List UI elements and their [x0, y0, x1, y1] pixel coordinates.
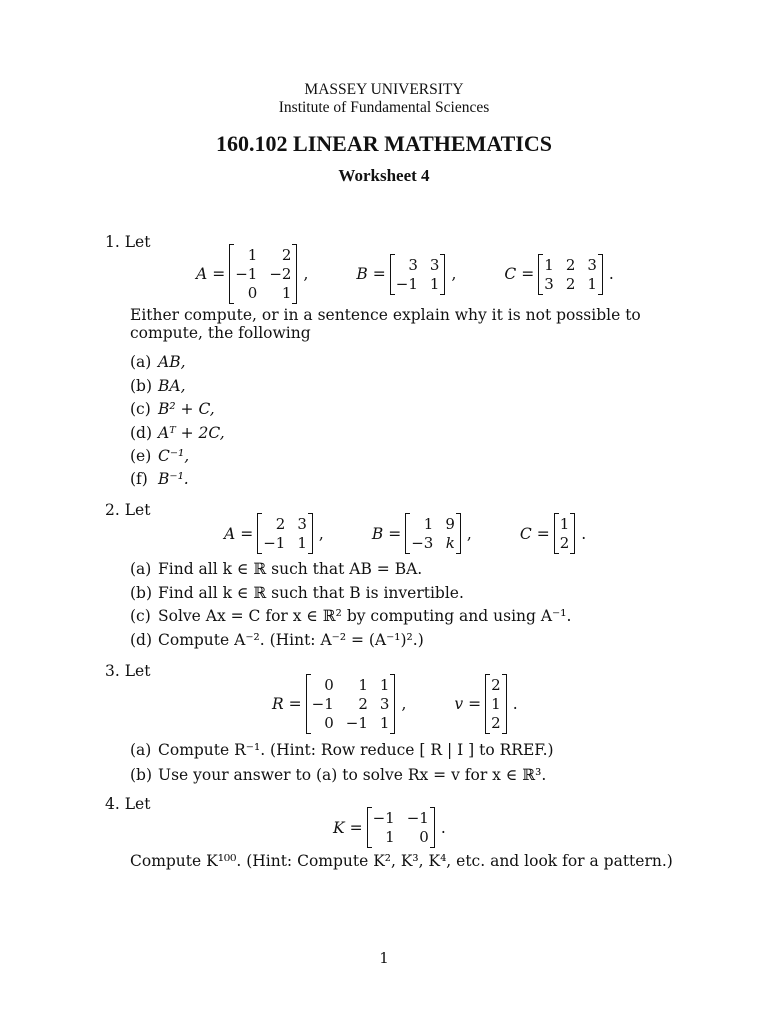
question-3-matrices: R = 0 1 1 −1 2 3 0 −1 1 , v = 2 1 2 . [272, 676, 518, 732]
question-intro-text: Let [124, 795, 151, 813]
university-name: MASSEY UNIVERSITY [304, 81, 464, 98]
course-title: 160.102 LINEAR MATHEMATICS [216, 131, 552, 156]
part-label: (f) [130, 470, 148, 488]
matrix-name: A [224, 524, 236, 543]
matrix-cell: 1 [385, 828, 395, 846]
part-label: (e) [130, 447, 152, 465]
matrix-r [306, 674, 396, 734]
matrix-cell: −1 [406, 809, 429, 827]
question-intro-text: Let [124, 501, 151, 519]
matrix-cell: 1 [429, 274, 440, 293]
matrix-name: R [272, 695, 284, 713]
part-text: C⁻¹, [158, 447, 190, 465]
part-text: Compute R⁻¹. (Hint: Row reduce [ R | I ] to RREF.) [158, 741, 554, 759]
matrix-cell: 1 [544, 255, 554, 274]
matrix-cell: −1 [263, 534, 286, 552]
question-number: 1. [105, 233, 120, 251]
matrix-cell: −3 [411, 534, 434, 552]
matrix-name: B [356, 265, 368, 283]
matrix-cell: 1 [379, 714, 390, 732]
part-label: (c) [130, 400, 151, 418]
question-number: 3. [105, 662, 120, 680]
question-2-part-c [130, 607, 571, 625]
question-1-part-a [130, 353, 186, 371]
matrix-a [229, 244, 297, 304]
matrix-cell: −1 [345, 714, 368, 732]
matrix-cell: −1 [235, 265, 258, 283]
part-label: (a) [130, 353, 152, 371]
matrix-cell: 9 [445, 515, 455, 533]
question-4-matrices: K = −1 −1 1 0 . [333, 809, 446, 846]
matrix-cell: 2 [565, 255, 576, 274]
matrix-cell: 2 [559, 534, 570, 552]
part-text: Aᵀ + 2C, [158, 424, 225, 442]
matrix-cell: 2 [565, 274, 576, 293]
part-label: (a) [130, 741, 152, 759]
question-2-intro [105, 501, 150, 519]
matrix-cell: 1 [587, 274, 597, 293]
matrix-cell: 3 [544, 274, 554, 293]
part-text: BA, [158, 377, 186, 395]
part-text: B⁻¹. [158, 470, 189, 488]
part-label: (d) [130, 631, 153, 649]
part-label: (c) [130, 607, 151, 625]
question-2-part-a [130, 560, 422, 578]
matrix-name: C [519, 524, 532, 543]
matrix-name: v [454, 695, 464, 713]
matrix-cell: 1 [247, 246, 258, 264]
question-intro-text: Let [124, 233, 151, 251]
matrix-cell: 1 [491, 695, 501, 713]
question-1-intro [105, 233, 150, 251]
part-text: B² + C, [158, 400, 215, 418]
matrix-cell: 1 [559, 515, 570, 533]
matrix-name: A [196, 265, 208, 283]
question-number: 4. [105, 795, 120, 813]
matrix-b [405, 513, 461, 554]
question-4-intro [105, 795, 150, 813]
question-2-matrices: A = 2 3 −1 1 , B = 1 9 −3 k , C = 1 2 . [224, 515, 587, 552]
matrix-b [390, 254, 446, 295]
part-label: (b) [130, 377, 153, 395]
part-label: (b) [130, 584, 153, 602]
part-label: (a) [130, 560, 152, 578]
matrix-cell: k [445, 534, 455, 552]
matrix-k [367, 807, 435, 848]
matrix-a [257, 513, 313, 554]
question-1-part-e [130, 447, 189, 465]
matrix-name: K [333, 818, 345, 837]
matrix-cell: 1 [358, 676, 368, 694]
matrix-cell: 3 [408, 255, 418, 274]
question-4-text: Compute K¹⁰⁰. (Hint: Compute K², K³, K⁴, etc. and look for a pattern.) [130, 852, 673, 870]
question-1-part-c [130, 400, 215, 418]
matrix-cell: −1 [311, 695, 334, 713]
question-3-part-a [130, 741, 554, 759]
question-1-instruction: Either compute, or in a sentence explain why it is not possible to compute, the following [130, 306, 641, 342]
part-text: AB, [158, 353, 186, 371]
part-text: Find all k ∈ ℝ such that AB = BA. [158, 560, 423, 578]
part-label: (b) [130, 766, 153, 784]
part-text: Solve Ax = C for x ∈ ℝ² by computing and using A⁻¹. [158, 607, 572, 625]
question-2-part-b [130, 584, 464, 602]
vector-v [485, 674, 507, 734]
question-2-part-d [130, 631, 424, 649]
matrix-cell: 2 [358, 695, 368, 713]
matrix-cell: 2 [275, 515, 286, 533]
question-1-matrices: A = 1 2 −1 −2 0 1 , B = 3 3 −1 1 , C = 1 2 3 3 2 1 . [196, 246, 614, 302]
matrix-cell: 0 [247, 284, 258, 302]
matrix-cell: 0 [324, 714, 334, 732]
matrix-c [554, 513, 576, 554]
matrix-cell: −1 [372, 809, 395, 827]
worksheet-title: Worksheet 4 [338, 166, 430, 185]
question-1-part-b [130, 377, 186, 395]
matrix-cell: −1 [395, 274, 418, 293]
part-text: Use your answer to (a) to solve Rx = v for x ∈ ℝ³. [158, 766, 547, 784]
question-3-intro [105, 662, 150, 680]
matrix-name: B [371, 524, 384, 543]
institute-name: Institute of Fundamental Sciences [278, 99, 490, 116]
matrix-cell: 1 [379, 676, 390, 694]
matrix-cell: 2 [491, 676, 501, 694]
part-text: Compute A⁻². (Hint: A⁻² = (A⁻¹)².) [158, 631, 424, 649]
matrix-cell: 2 [491, 714, 501, 732]
matrix-cell: 3 [587, 255, 597, 274]
matrix-cell: 1 [423, 515, 434, 533]
question-1-part-f [130, 470, 189, 488]
question-number: 2. [105, 501, 120, 519]
matrix-cell: 1 [281, 284, 292, 302]
matrix-cell: 0 [419, 828, 429, 846]
matrix-cell: 3 [297, 515, 307, 533]
question-intro-text: Let [124, 662, 151, 680]
matrix-cell: 2 [281, 246, 292, 264]
matrix-cell: 1 [297, 534, 307, 552]
part-text: Find all k ∈ ℝ such that B is invertible. [158, 584, 464, 602]
matrix-cell: −2 [269, 265, 292, 283]
matrix-cell: 3 [379, 695, 390, 713]
matrix-cell: 0 [324, 676, 334, 694]
part-label: (d) [130, 424, 153, 442]
matrix-cell: 3 [429, 255, 440, 274]
question-1-part-d [130, 424, 225, 442]
matrix-c [538, 254, 603, 295]
question-3-part-b [130, 766, 546, 784]
matrix-name: C [504, 265, 517, 283]
page-number: 1 [379, 949, 389, 967]
